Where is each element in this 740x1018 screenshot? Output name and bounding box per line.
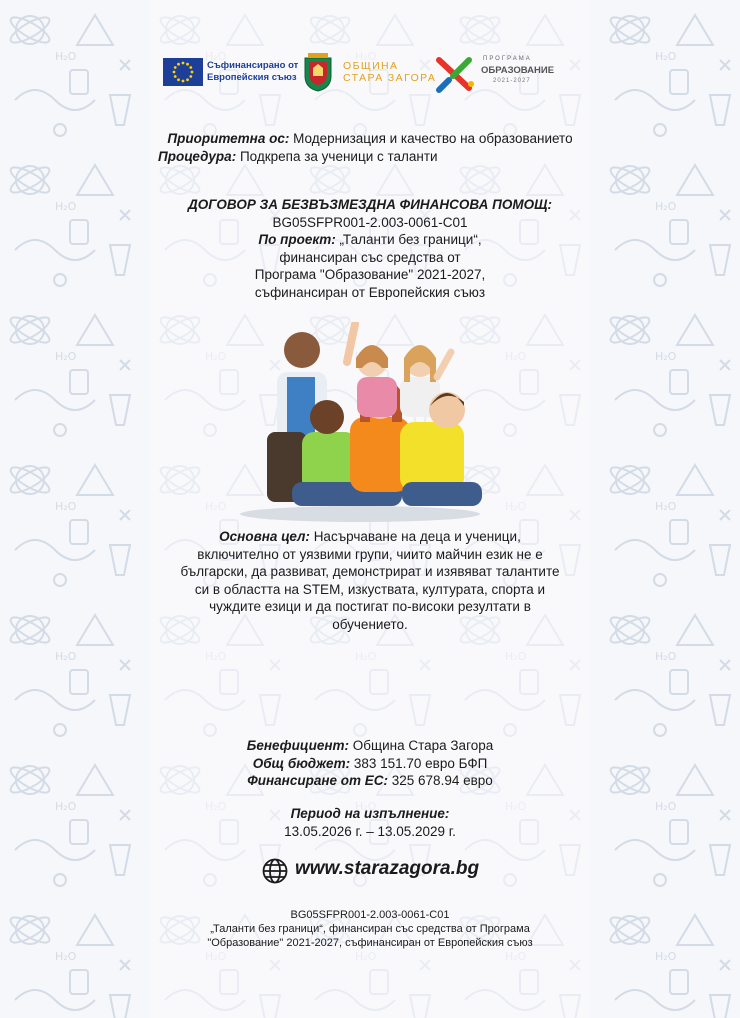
budget-block — [0, 737, 740, 790]
footer-block — [0, 908, 740, 950]
beneficiary-line — [0, 737, 740, 755]
period-value: 13.05.2026 г. – 13.05.2029 г. — [284, 823, 456, 839]
eu-funding-line — [0, 772, 740, 790]
procedure-line — [0, 148, 740, 166]
main-goal-block — [0, 528, 740, 633]
globe-icon — [262, 858, 288, 884]
project-name: „Таланти без граници“, — [339, 232, 482, 247]
contract-line-3: Програма "Образование" 2021-2027, — [254, 267, 486, 282]
website-url[interactable]: www.starazagora.bg — [295, 858, 480, 879]
goal-line-1 — [0, 528, 740, 546]
total-budget-label: Общ бюджет: — [252, 755, 351, 771]
priority-block — [0, 130, 740, 165]
period-block — [0, 805, 740, 840]
programme-label: ПРОГРАМА — [483, 56, 532, 62]
goal-text-4: си в областта на STEM, изкуствата, културата, спорта и — [194, 581, 546, 597]
contract-line-2: финансиран със средства от — [279, 249, 461, 265]
contract-heading: ДОГОВОР ЗА БЕЗВЪЗМЕЗДНА ФИНАНСОВА ПОМОЩ: — [188, 197, 552, 212]
contract-line-4: съфинансиран от Европейския съюз — [254, 284, 486, 300]
total-budget-value: 383 151.70 евро БФП — [353, 755, 488, 771]
programme-name: ОБРАЗОВАНИЕ — [481, 65, 555, 76]
footer-line-2: „Таланти без граници“, финансиран със средства от Програма — [210, 923, 530, 935]
children-photo — [232, 322, 487, 522]
goal-text-1: Насърчаване на деца и ученици, — [313, 529, 521, 544]
eu-flag-icon — [163, 58, 203, 86]
eu-logo — [163, 58, 299, 88]
municipality-crest-icon — [303, 52, 333, 92]
contract-number: BG05SFPR001-2.003-0061-C01 — [272, 214, 468, 230]
eu-funding-value: 325 678.94 евро — [391, 773, 493, 788]
goal-text-5: чуждите езици и да постигат по-високи резултати в — [209, 599, 531, 614]
eu-funding-label: Финансиране от ЕС: — [247, 773, 388, 788]
programme-years: 2021-2027 — [493, 78, 531, 84]
total-budget-line — [0, 755, 740, 773]
procedure-value: Подкрепа за ученици с таланти — [239, 148, 438, 164]
goal-label: Основна цел: — [219, 529, 310, 544]
project-label: По проект: — [258, 232, 336, 247]
eu-logo-text: Съфинансирано от Европейския съюз — [207, 60, 299, 83]
municipality-logo — [303, 52, 437, 96]
beneficiary-value: Община Стара Загора — [352, 738, 494, 753]
period-label: Период на изпълнение: — [290, 806, 450, 821]
contract-block — [0, 196, 740, 301]
priority-axis-label: Приоритетна ос: — [167, 131, 290, 146]
goal-text-6: обучението. — [332, 616, 408, 632]
project-line — [0, 231, 740, 249]
programme-x-mark-icon — [433, 54, 477, 94]
priority-axis-value: Модернизация и качество на образованието — [293, 131, 573, 146]
procedure-label: Процедура: — [158, 148, 237, 164]
footer-line-3: "Образование" 2021-2027, съфинансиран от Европейския съюз — [207, 937, 533, 949]
goal-text-3: български, да развиват, демонстрират и изявяват талантите — [180, 564, 560, 579]
priority-axis-line — [0, 130, 740, 148]
beneficiary-label: Бенефициент: — [246, 738, 349, 753]
footer-line-1: BG05SFPR001-2.003-0061-C01 — [290, 909, 450, 921]
municipality-name: ОБЩИНА СТАРА ЗАГОРА — [343, 60, 437, 84]
programme-logo — [433, 52, 563, 96]
logos-row — [163, 52, 563, 96]
goal-text-2: включително от уязвими групи, чиито майчин език не е — [197, 546, 543, 562]
